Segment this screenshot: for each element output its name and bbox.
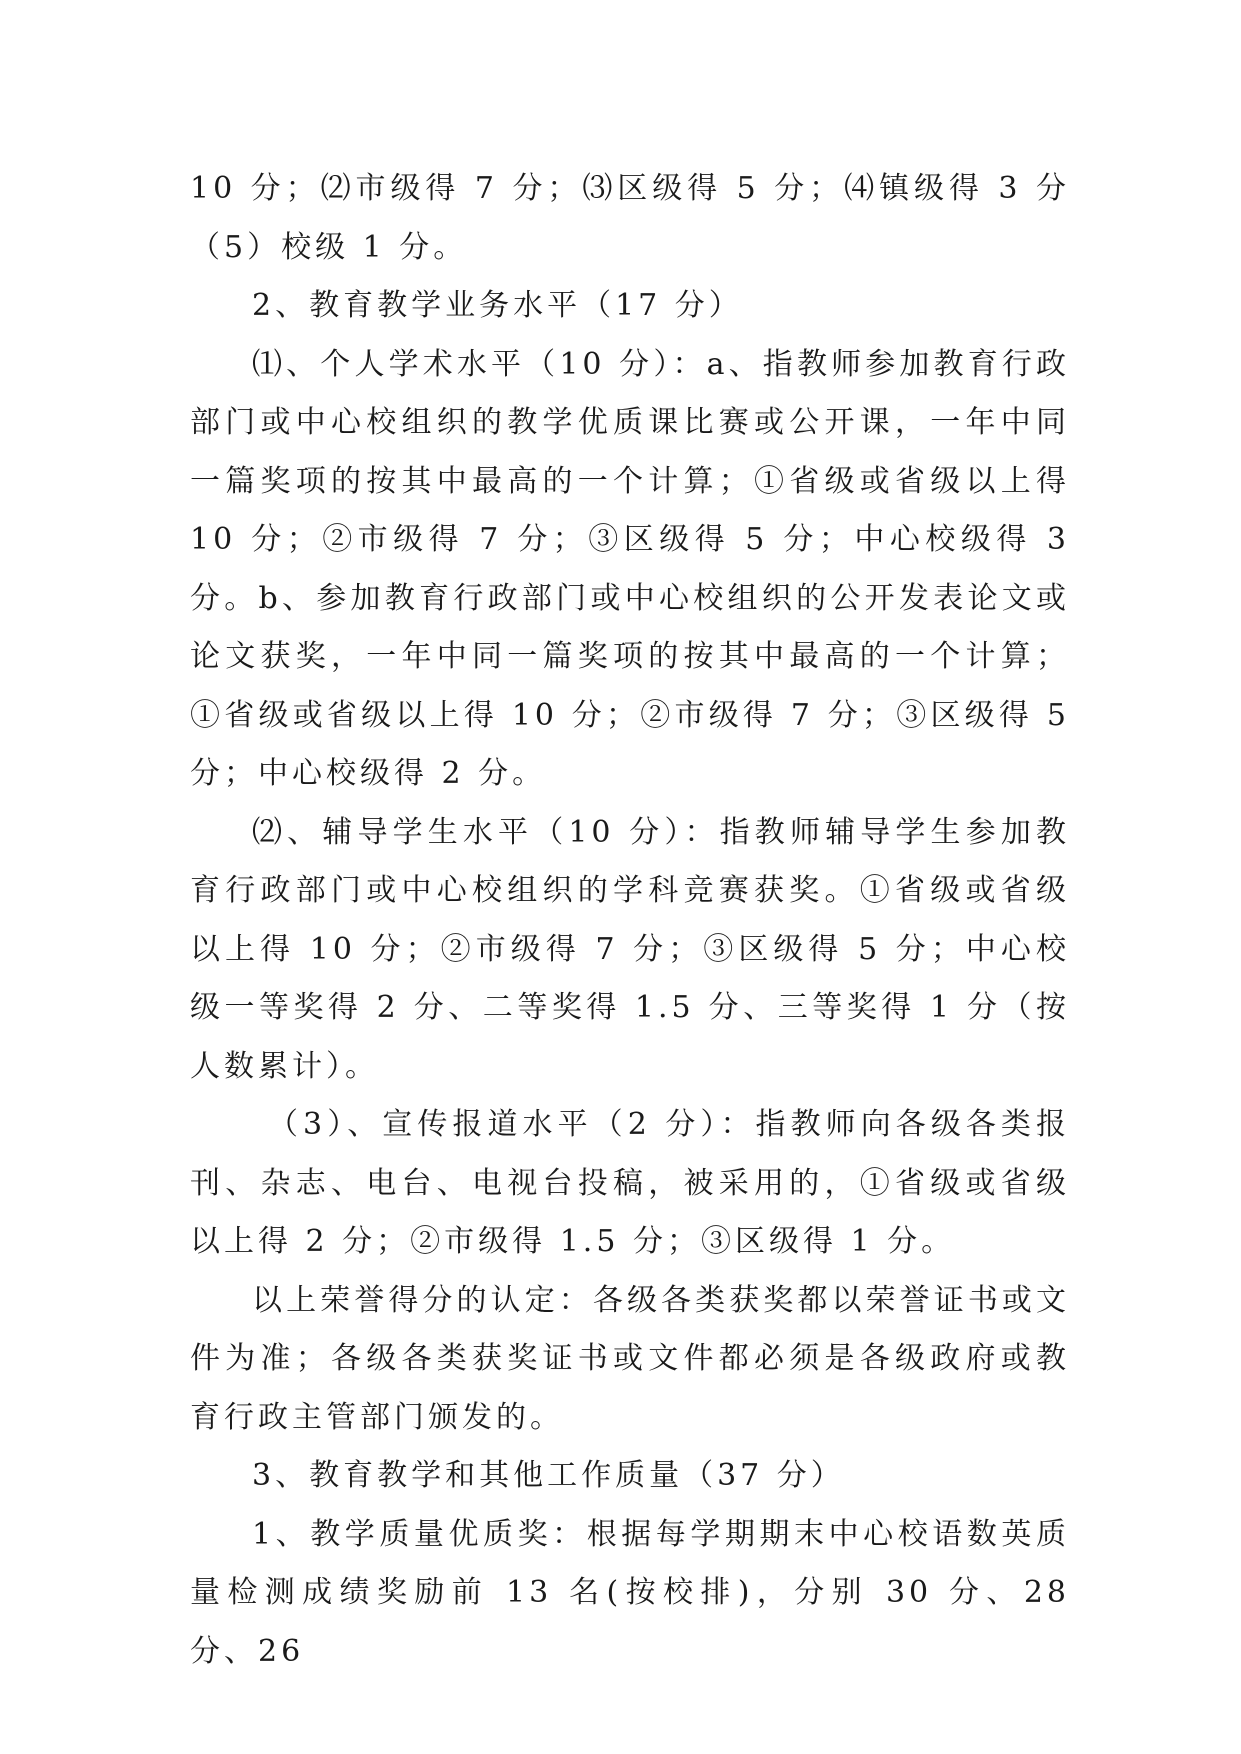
paragraph-honor-criteria: 以上荣誉得分的认定：各级各类获奖都以荣誉证书或文件为准；各级各类获奖证书或文件都必须是各级政府或教育行政主管部门颁发的。: [190, 1282, 1070, 1435]
paragraph-academic-level: ⑴、个人学术水平（10 分）：a、指教师参加教育行政部门或中心校组织的教学优质课比赛或公开课，一年中同一篇奖项的按其中最高的一个计算；①省级或省级以上得 10 分；②市级得 7 分；③区级得 5 分；中心校级得 3 分。b、参加教育行政部门或中心校组织的公开发表论文或论文获奖，一年中同一篇奖项的按其中最高的一个计算；①省级或省级以上得 10 分；②市级得 7 分；③区级得 5 分；中心校级得 2 分。: [190, 346, 1070, 791]
section-heading-3: 3、教育教学和其他工作质量（37 分）: [252, 1458, 845, 1493]
paragraph-publicity: （3）、宣传报道水平（2 分）：指教师向各级各类报刊、杂志、电台、电视台投稿，被采用的，①省级或省级以上得 2 分；②市级得 1.5 分；③区级得 1 分。: [190, 1107, 1070, 1259]
document-body: [190, 160, 1070, 1681]
paragraph-continuation: 10 分；⑵市级得 7 分；⑶区级得 5 分；⑷镇级得 3 分（5）校级 1 分。: [190, 171, 1070, 265]
section-heading-2: 2、教育教学业务水平（17 分）: [252, 288, 743, 323]
paragraph-student-guidance: ⑵、辅导学生水平（10 分）：指教师辅导学生参加教育行政部门或中心校组织的学科竞赛获奖。①省级或省级以上得 10 分；②市级得 7 分；③区级得 5 分；中心校级一等奖得 2 分、二等奖得 1.5 分、三等奖得 1 分（按人数累计）。: [190, 814, 1070, 1084]
paragraph-quality-award: 1、教学质量优质奖：根据每学期期末中心校语数英质量检测成绩奖励前 13 名(按校排)，分别 30 分、28 分、26: [190, 1516, 1070, 1669]
